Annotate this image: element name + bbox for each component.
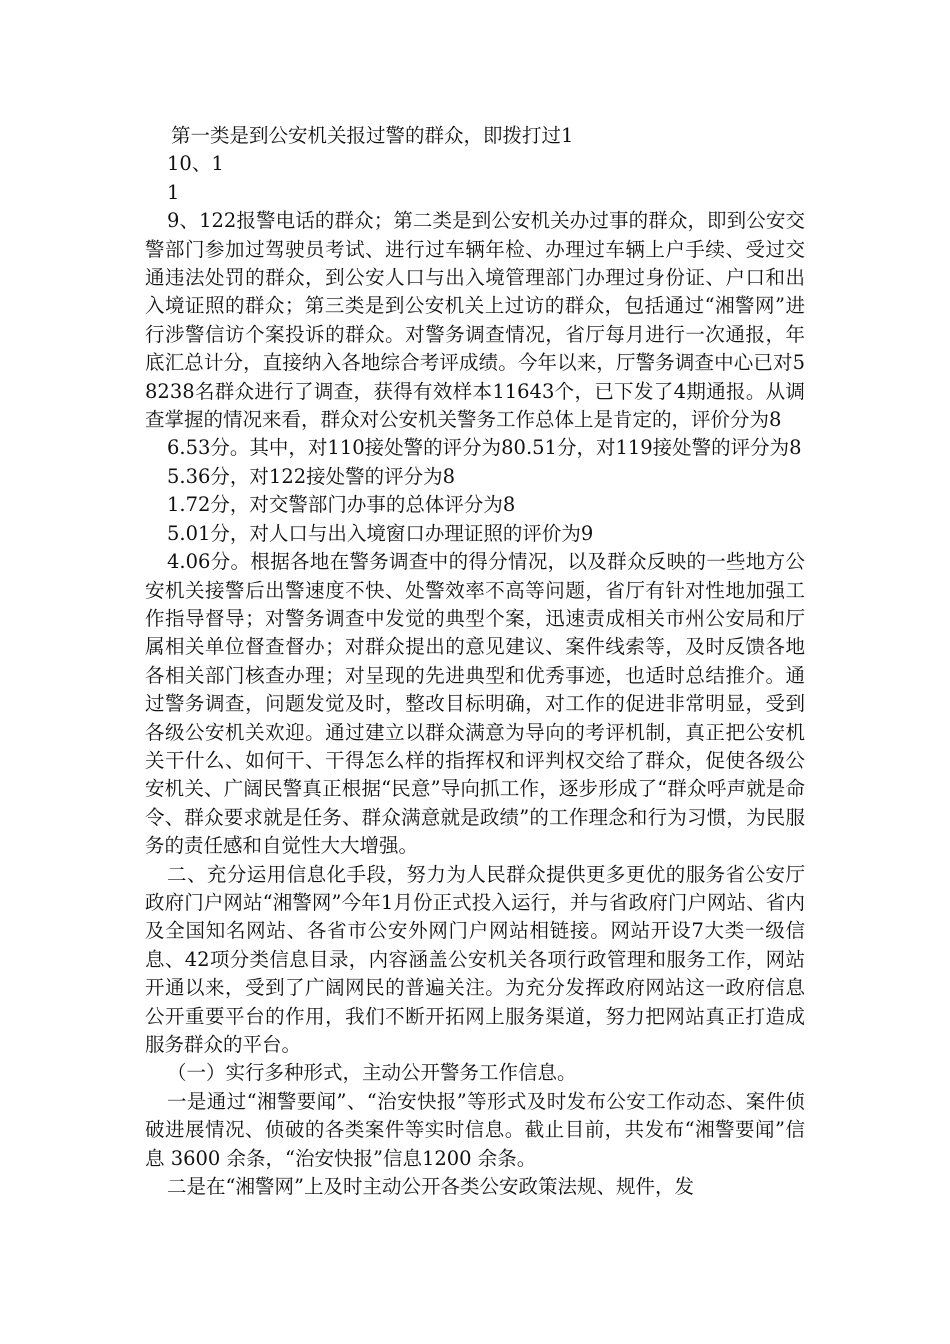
paragraph-5: 6.53分。其中，对110接处警的评分为80.51分，对119接处警的评分为8 — [167, 436, 802, 460]
paragraph-1: 第一类是到公安机关报过警的群众，即拨打过1 — [171, 124, 574, 147]
document-body — [145, 122, 805, 1201]
paragraph-2: 10、1 — [167, 152, 224, 176]
paragraph-10: 二、充分运用信息化手段，努力为人民群众提供更多更优的服务省公安厅政府门户网站“湘警网”今年1月份正式投入运行，并与省政府门户网站、省内及全国知名网站、各省市公安外网门户网站相链接。网站开设7大类一级信息、42项分类信息目录，内容涵盖公安机关各项行政管理和服务工作，网站开通以来，受到了广阔网民的普遍关注。为充分发挥政府网站这一政府信息公开重要平台的作用，我们不断开拓网上服务渠道，努力把网站真正打造成服务群众的平台。 — [145, 862, 805, 1056]
paragraph-8: 5.01分，对人口与出入境窗口办理证照的评价为9 — [167, 521, 594, 545]
paragraph-9: 4.06分。根据各地在警务调查中的得分情况，以及群众反映的一些地方公安机关接警后出警速度不快、处警效率不高等问题，省厅有针对性地加强工作指导督导；对警务调查中发觉的典型个案，迅速责成相关市州公安局和厅属相关单位督查督办；对群众提出的意见建议、案件线索等，及时反馈各地各相关部门核查办理；对呈现的先进典型和优秀事迹，也适时总结推介。通过警务调查，问题发觉及时，整改目标明确，对工作的促进非常明显，受到各级公安机关欢迎。通过建立以群众满意为导向的考评机制，真正把公安机关干什么、如何干、干得怎么样的指挥权和评判权交给了群众，促使各级公安机关、广阔民警真正根据“民意”导向抓工作，逐步形成了“群众呼声就是命令、群众要求就是任务、群众满意就是政绩”的工作理念和行为习惯，为民服务的责任感和自觉性大大增强。 — [145, 550, 805, 858]
paragraph-7: 1.72分，对交警部门办事的总体评分为8 — [167, 493, 516, 517]
paragraph-11: （一）实行多种形式，主动公开警务工作信息。 — [167, 1061, 577, 1085]
paragraph-4: 9、122报警电话的群众；第二类是到公安机关办过事的群众，即到公安交警部门参加过驾驶员考试、进行过车辆年检、办理过车辆上户手续、受过交通违法处罚的群众，到公安人口与出入境管理部门办理过身份证、户口和出入境证照的群众；第三类是到公安机关上过访的群众，包括通过“湘警网”进行涉警信访个案投诉的群众。对警务调查情况，省厅每月进行一次通报，年底汇总计分，直接纳入各地综合考评成绩。今年以来，厅警务调查中心已对58238名群众进行了调查，获得有效样本11643个，已下发了4期通报。从调查掌握的情况来看，群众对公安机关警务工作总体上是肯定的，评价分为8 — [145, 209, 805, 432]
paragraph-13: 二是在“湘警网”上及时主动公开各类公安政策法规、规件，发 — [167, 1175, 694, 1199]
paragraph-3: 1 — [167, 180, 180, 204]
paragraph-6: 5.36分，对122接处警的评分为8 — [167, 464, 456, 488]
paragraph-12: 一是通过“湘警要闻”、“治安快报”等形式及时发布公安工作动态、案件侦破进展情况、侦破的各类案件等实时信息。截止目前，共发布“湘警要闻”信息 3600 余条，“治安快报”信息1200 余条。 — [145, 1089, 805, 1170]
